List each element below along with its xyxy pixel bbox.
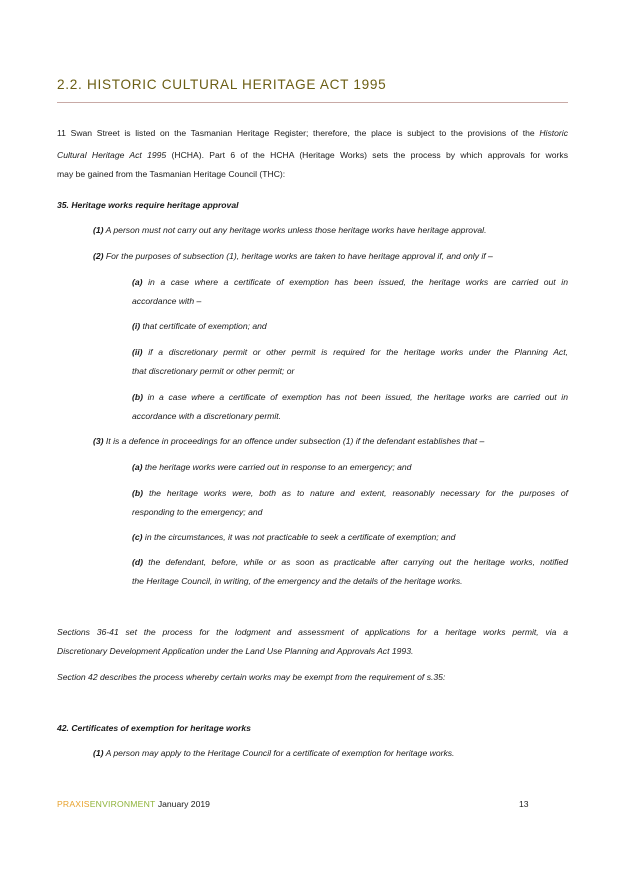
sections-36-41-line-1: Sections 36-41 set the process for the lodgment and assessment of applications for a heritage works permit, via a	[57, 627, 568, 637]
clause-text: the defendant, before, while or as soon as practicable after carrying out the heritage works, notified	[142, 557, 568, 567]
s35-subsection-1	[93, 225, 486, 236]
section-42-description: Section 42 describes the process whereby certain works may be exempt from the requirement of s.35:	[57, 672, 446, 682]
heading-divider	[57, 102, 568, 103]
clause-number: (ii)	[132, 347, 143, 357]
s35-para-b-line-2: accordance with a discretionary permit.	[132, 411, 282, 421]
s42-subsection-1	[93, 748, 454, 759]
clause-number: (1)	[93, 225, 104, 235]
intro-line-2	[57, 150, 568, 161]
clause-text: the heritage works were carried out in response to an emergency; and	[142, 462, 412, 472]
section-42-title: 42. Certificates of exemption for heritage works	[57, 723, 251, 733]
clause-number: (i)	[132, 321, 141, 331]
act-title-italic: Historic	[539, 128, 568, 138]
clause-number: (d)	[132, 557, 143, 567]
clause-number: (b)	[132, 488, 143, 498]
clause-text: in a case where a certificate of exemption has been issued, the heritage works are carried out in	[142, 277, 568, 287]
clause-number: (a)	[132, 462, 143, 472]
s35-defence-b-line-2: responding to the emergency; and	[132, 507, 263, 517]
s35-para-ii-line-1	[132, 347, 568, 358]
clause-number: (3)	[93, 436, 104, 446]
clause-text: if a discretionary permit or other permit is required for the heritage works under the Planning Act,	[142, 347, 568, 357]
footer-date: January 2019	[155, 799, 210, 809]
s35-defence-d-line-1	[132, 557, 568, 568]
section-35-title: 35. Heritage works require heritage approval	[57, 200, 239, 210]
brand-environment: ENVIRONMENT	[89, 799, 156, 809]
footer-brand	[57, 799, 210, 809]
s35-defence-c	[132, 532, 455, 543]
s35-subsection-3	[93, 436, 484, 447]
clause-text: It is a defence in proceedings for an offence under subsection (1) if the defendant establishes that –	[103, 436, 485, 446]
clause-number: (1)	[93, 748, 104, 758]
clause-text: A person must not carry out any heritage works unless those heritage works have heritage approval.	[103, 225, 487, 235]
clause-text: For the purposes of subsection (1), heritage works are taken to have heritage approval if, and only if –	[103, 251, 493, 261]
page-number: 13	[519, 799, 529, 809]
s35-defence-d-line-2: the Heritage Council, in writing, of the emergency and the details of the heritage works.	[132, 576, 463, 586]
s35-subsection-2	[93, 251, 493, 262]
s35-defence-b-line-1	[132, 488, 568, 499]
clause-text: in a case where a certificate of exemption has not been issued, the heritage works are carried out in	[142, 392, 568, 402]
intro-text: 11 Swan Street is listed on the Tasmanian Heritage Register; therefore, the place is subject to the provisions of the	[57, 128, 540, 138]
clause-number: (b)	[132, 392, 143, 402]
s35-para-ii-line-2: that discretionary permit or other permit; or	[132, 366, 295, 376]
clause-text: A person may apply to the Heritage Council for a certificate of exemption for heritage works.	[103, 748, 455, 758]
clause-number: (2)	[93, 251, 104, 261]
section-heading: 2.2. HISTORIC CULTURAL HERITAGE ACT 1995	[57, 77, 387, 92]
clause-text: in the circumstances, it was not practicable to seek a certificate of exemption; and	[142, 532, 456, 542]
intro-line-3: may be gained from the Tasmanian Heritage Council (THC):	[57, 169, 286, 179]
s35-para-b-line-1	[132, 392, 568, 403]
clause-number: (a)	[132, 277, 143, 287]
s35-para-a-line-1	[132, 277, 568, 288]
intro-text: (HCHA). Part 6 of the HCHA (Heritage Works) sets the process by which approvals for works	[166, 150, 568, 160]
clause-number: (c)	[132, 532, 143, 542]
s35-para-a-line-2: accordance with –	[132, 296, 202, 306]
clause-text: the heritage works were, both as to nature and extent, reasonably necessary for the purposes of	[142, 488, 568, 498]
s35-para-i	[132, 321, 267, 332]
sections-36-41-line-2: Discretionary Development Application under the Land Use Planning and Approvals Act 1993.	[57, 646, 414, 656]
clause-text: that certificate of exemption; and	[140, 321, 267, 331]
intro-line-1	[57, 128, 568, 139]
s35-defence-a	[132, 462, 411, 473]
brand-praxis: PRAXIS	[57, 799, 90, 809]
act-title-italic: Cultural Heritage Act 1995	[57, 150, 167, 160]
